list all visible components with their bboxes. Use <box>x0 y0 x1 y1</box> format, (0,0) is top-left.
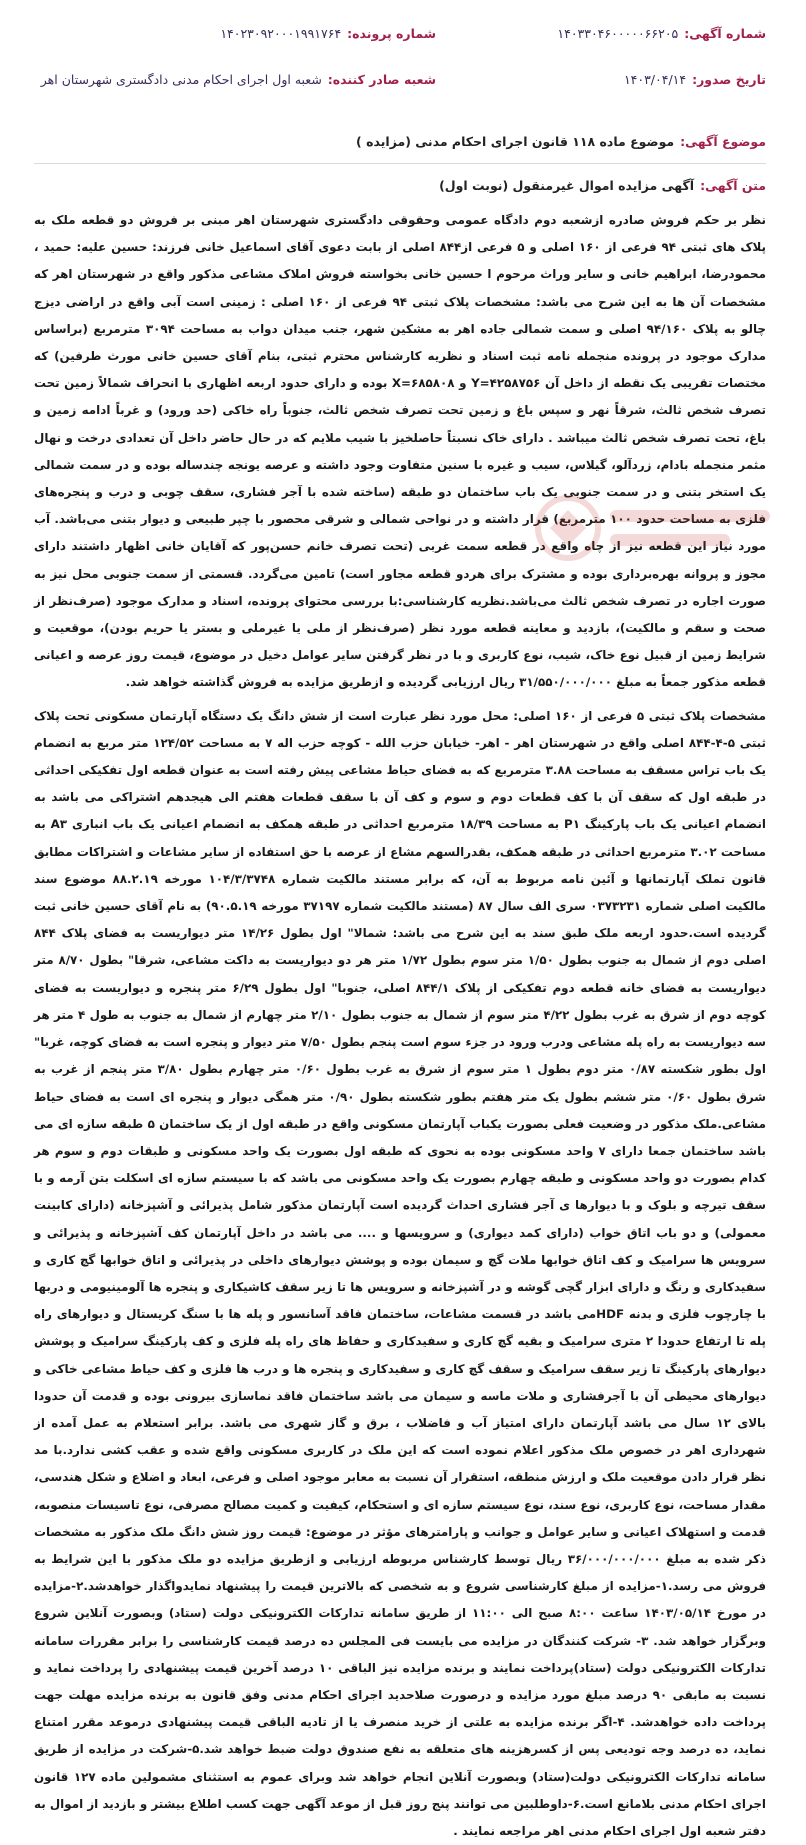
ad-text-label: متن آگهی: <box>700 178 766 193</box>
issuing-branch-value: شعبه اول اجرای احکام مدنی دادگستری شهرستان اهر <box>40 72 322 87</box>
subject-line <box>34 134 766 149</box>
issue-date-value: ۱۴۰۳/۰۴/۱۴ <box>623 72 687 87</box>
ad-number-label: شماره آگهی: <box>684 26 766 41</box>
issuing-branch-group <box>34 72 436 87</box>
ad-number-value: ۱۴۰۳۳۰۴۶۰۰۰۰۰۶۶۲۰۵ <box>557 26 679 41</box>
ad-text-title: آگهی مزایده اموال غیرمنقول (نوبت اول) <box>439 178 695 193</box>
case-number-group <box>34 26 436 41</box>
paragraph-land-plot: نظر بر حکم فروش صادره ازشعبه دوم دادگاه عمومی وحقوقی دادگستری شهرستان اهر مبنی بر فروش دو قطعه ملک به پلاک های ثبتی ۹۴ فرعی از ۱۶۰ اصلی و ۵ فرعی از۸۴۴ اصلی از بابت دعوی آقای اسماعیل خانی فرزند: حسین علیه: حمید ، محمودرضا، ابراهیم خانی و سایر وراث مرحوم ا حسین خانی بخواسته فروش املاک مشاعی مذکور واقع در شهرستان اهر که مشخصات آن ها به این شرح می باشد: مشخصات پلاک ثبتی ۹۴ فرعی از ۱۶۰ اصلی : زمینی است آبی واقع در اراضی دیزج چالو به پلاک ۹۴/۱۶۰ اصلی و سمت شمالی جاده اهر به مشکین شهر، جنب میدان دواب به مساحت ۳۰۹۴ مترمربع (براساس مدارک موجود در پرونده منجمله نامه ثبت اسناد و نظریه کارشناس محترم ثبتی، بنام آقای حسین خانی مورث طرفین) که مختصات تقریبی یک نقطه از داخل آن Y=۴۲۵۸۷۵۶ و X=۶۸۵۸۰۸ بوده و دارای حدود اربعه اظهاری با انحراف شمالاً زمین تحت تصرف شخص ثالث، شرقاً نهر و سپس باغ و زمین تحت تصرف شخص ثالث، جنوباً راه خاکی (حد ورود) و غرباً ادامه زمین و باغ، تحت تصرف شخص ثالث میباشد . دارای خاک نسبتاً حاصلخیز با شیب ملایم که در حال حاضر داخل آن تعدادی درخت و نهال مثمر منجمله بادام، زردآلو، گیلاس، سیب و غیره با سنین متفاوت وجود داشته و عرصه یونجه چندساله بوده و در سمت شمالی یک استخر بتنی و در سمت جنوبی یک باب ساختمان دو طبقه (ساخته شده با آجر فشاری، سقف چوبی و درب و پنجره‌های فلزی به مساحت حدود ۱۰۰ مترمربع) قرار داشته و در نواحی شمالی و شرقی محصور با چپر طبیعی و دیوار بتنی می‌باشد. آب مورد نیاز این قطعه نیز از چاه واقع در قطعه سمت غربی (تحت تصرف خانم حسن‌پور که آقایان خانی اظهار داشتند دارای مجوز و پروانه بهره‌برداری بوده و مشترک برای هردو قطعه مجاور است) تامین می‌گردد. قسمتی از سمت جنوبی محل نیز به صورت اجاره در تصرف شخص ثالث می‌باشد.نظریه کارشناسی:با بررسی محتوای پرونده، اسناد و مدارک موجود (صرف‌نظر از صحت و سقم و مالکیت)، بازدید و معاینه قطعه مورد نظر (صرف‌نظر از ملی یا غیرملی و بستر یا حریم بودن)، موقعیت و شرایط زمین از قبیل نوع خاک، شیب، نوع کاربری و با در نظر گرفتن سایر عوامل دخیل در موضوع، قیمت روز عرصه و اعیانی قطعه مذکور جمعاً به مبلغ ۳۱/۵۵۰/۰۰۰/۰۰۰ ریال ارزیابی گردیده و ازطریق مزایده به فروش گذاشته خواهد شد. <box>34 213 767 690</box>
divider <box>34 163 766 164</box>
case-number-label: شماره پرونده: <box>347 26 436 41</box>
subject-label: موضوع آگهی: <box>680 134 766 149</box>
ad-text-line <box>34 178 766 193</box>
issue-date-group <box>436 72 766 87</box>
header-row-1 <box>34 26 766 48</box>
case-number-value: ۱۴۰۲۳۰۹۲۰۰۰۱۹۹۱۷۶۴ <box>220 26 342 41</box>
header-row-2 <box>34 72 766 94</box>
issue-date-label: تاریخ صدور: <box>692 72 766 87</box>
paragraph-apartment-plot: مشخصات پلاک ثبتی ۵ فرعی از ۱۶۰ اصلی: محل مورد نظر عبارت است از شش دانگ یک دستگاه آپارتمان مسکونی تحت پلاک ثبتی ۵-۴-۸۴۴ اصلی واقع در شهرستان اهر - اهر- خیابان حزب الله - کوچه حزب اله ۷ به مساحت ۱۲۴/۵۲ متر مربع به انضمام یک باب تراس مسقف به مساحت ۳.۸۸ مترمربع که به فضای حیاط مشاعی پیش رفته است به عنوان قطعه اول تفکیکی احداثی در طبقه اول که سقف آن با کف قطعات دوم و سوم و کف آن با سقف قطعات هفتم الی هیجدهم اشتراکی می باشد به انضمام اعیانی یک باب پارکینگ P۱ به مساحت ۱۸/۳۹ مترمربع احداثی در طبقه همکف به انضمام اعیانی یک باب انباری A۳ به مساحت ۳.۰۲ مترمربع احداثی در طبقه همکف، بقدرالسهم مشاع از عرصه با حق استفاده از سایر مشاعات و اشتراکات مطابق قانون تملک آپارتمانها و آئین نامه مربوط به آن، که برابر مستند مالکیت شماره ۱۰۴/۳/۳۷۴۸ مورخه ۸۸.۲.۱۹ موضوع سند مالکیت اصلی شماره ۰۳۷۳۲۳۱ سری الف سال ۸۷ (مستند مالکیت شماره ۳۷۱۹۷ مورخه ۹۰.۵.۱۹) به نام آقای حسین خانی ثبت گردیده است.حدود اربعه ملک طبق سند به این شرح می باشد: شمالا" اول بطول ۱۴/۲۶ متر دیواریست به فضای پلاک ۸۴۴ اصلی دوم از شمال به جنوب بطول ۱/۵۰ متر سوم بطول ۱/۷۲ متر هر دو دیواریست به داکت مشاعی، شرقا" بطول ۸/۷۰ متر دیواریست به فضای خانه قطعه دوم تفکیکی از پلاک ۸۴۴/۱ اصلی، جنوبا" اول بطول ۶/۲۹ متر پنجره و دیواریست به فضای کوچه دوم از شرق به غرب بطول ۴/۲۲ متر سوم از شمال به جنوب بطول ۲/۱۰ متر چهارم از شمال به جنوب به طول ۴ متر هر سه دیواریست به راه پله مشاعی ودرب ورود در جزء سوم است پنجم بطول ۷/۵۰ متر دیوار و پنجره است به فضای کوچه، غربا" اول بطور شکسته ۰/۸۷ متر دوم بطول ۱ متر سوم از شرق به غرب بطول ۰/۶۰ متر چهارم بطول ۳/۸۰ متر پنجم از غرب به شرق بطول ۰/۶۰ متر ششم بطول یک متر هفتم بطور شکسته بطول ۰/۹۰ متر همگی دیوار و پنجره ای است به فضای حیاط مشاعی.ملک مذکور در وضعیت فعلی بصورت یکباب آپارتمان مسکونی واقع در طبقه اول از یک ساختمان ۵ طبقه سازه ای می باشد ساختمان جمعا دارای ۷ واحد مسکونی بوده به نحوی که طبقه اول بصورت یک واحد مسکونی و طبقات دوم و سوم هر کدام بصورت دو واحد مسکونی و طبقه چهارم بصورت یک واحد مسکونی می باشد که با سیستم سازه ای اسکلت بتن آرمه و با سقف تیرچه و بلوک و با دیوارها ی آجر فشاری احداث گردیده است آپارتمان مذکور شامل پذیرائی و آشپزخانه (دارای کابینت معمولی) و دو باب اتاق خواب (دارای کمد دیواری) و سرویسها و .... می باشد در داخل آپارتمان کف آشپزخانه و پذیرائی و سرویس ها سرامیک و کف اتاق خوابها ملات گچ و سیمان بوده و پوشش دیوارهای داخلی در پذیرائی و اتاق خوابها گچ کاری و سفیدکاری و رنگ و دارای ابزار گچی گوشه و در آشپزخانه و سرویس ها تا زیر سقف کاشیکاری و پنجره ها آلومینیومی و دربها با چارچوب فلزی و بدنه HDFمی باشد در قسمت مشاعات، ساختمان فاقد آسانسور و پله ها با سنگ کریستال و دیوارهای راه پله تا ارتفاع حدودا ۲ متری سرامیک و بقیه گچ کاری و سفیدکاری و حفاظ های راه پله فلزی و کف پارکینگ سرامیک و پوشش دیوارهای پارکینگ تا زیر سقف سرامیک و سقف گچ کاری و سفیدکاری و پنجره ها و درب ها فلزی و کف حیاط مشاعی خاکی و دیوارهای محیطی آن با آجرفشاری و ملات ماسه و سیمان می باشد ساختمان فاقد نماسازی بیرونی بوده و قدمت آن حدودا بالای ۱۲ سال می باشد آپارتمان دارای امتیاز آب و فاضلاب ، برق و گاز شهری می باشد. برابر استعلام به عمل آمده از شهرداری اهر در خصوص ملک مذکور اعلام نموده است که این ملک در کاربری مسکونی واقع شده و عقب کشی ندارد.با مد نظر قرار دادن موقعیت ملک و ارزش منطقه، استقرار آن نسبت به معابر موجود اصلی و فرعی، ابعاد و اضلاع و شکل هندسی، مقدار مساحت، نوع کاربری، نوع سند، نوع سیستم سازه ای و استحکام، کیفیت و کمیت مصالح مصرفی، نوع تاسیسات منصوبه، قدمت و استهلاک اعیانی و سایر عوامل و جوانب و پارامترهای مؤثر در موضوع: قیمت روز شش دانگ ملک مذکور به مشخصات ذکر شده به مبلغ ۳۶/۰۰۰/۰۰۰/۰۰۰ ریال توسط کارشناس مربوطه ارزیابی و ازطریق مزایده دو ملک مذکور با این شرایط به فروش می رسد.۱-مزایده از مبلغ کارشناسی شروع و به شخصی که بالاترین قیمت را پیشنهاد نمایدواگذار خواهدشد.۲-مزایده در مورخ ۱۴۰۳/۰۵/۱۴ ساعت ۸:۰۰ صبح الی ۱۱:۰۰ از طریق سامانه تدارکات الکترونیکی دولت (ستاد) وبصورت آنلاین شروع وبرگزار خواهد شد. ۳- شرکت کنندگان در مزایده می بایست فی المجلس ده درصد قیمت کارشناسی را برابر مقررات سامانه تدارکات الکترونیکی دولت (ستاد)پرداخت نمایند و برنده مزایده نیز الباقی ۱۰ درصد آخرین قیمت پیشنهادی را پرداخت نماید و نسبت به مابقی ۹۰ درصد مبلغ مورد مزایده و درصورت صلاحدید اجرای احکام مدنی وفق قانون به برنده مزایده مهلت جهت پرداخت داده خواهدشد. ۴-اگر برنده مزایده به علتی از خرید منصرف یا از تادیه الباقی قیمت پیشنهادی درموعد مقرر امتناع نماید، ده درصد وجه تودیعی پس از کسرهزینه های متعلقه به نفع صندوق دولت ضبط خواهد شد.۵-شرکت در مزایده از طریق سامانه تدارکات الکترونیکی دولت(ستاد) وبصورت آنلاین انجام خواهد شد وبرای عموم به استثنای مشمولین ماده ۱۲۷ قانون اجرای احکام مدنی بلامانع است.۶-داوطلبین می توانند پنج روز قبل از موعد آگهی جهت کسب اطلاع بیشتر و بازدید از اموال به دفتر شعبه اول اجرای احکام مدنی اهر مراجعه نمایند . <box>34 708 767 1838</box>
ad-number-group <box>436 26 766 41</box>
subject-value: موضوع ماده ۱۱۸ قانون اجرای احکام مدنی (مزایده ) <box>356 134 675 149</box>
issuing-branch-label: شعبه صادر کننده: <box>327 72 436 87</box>
